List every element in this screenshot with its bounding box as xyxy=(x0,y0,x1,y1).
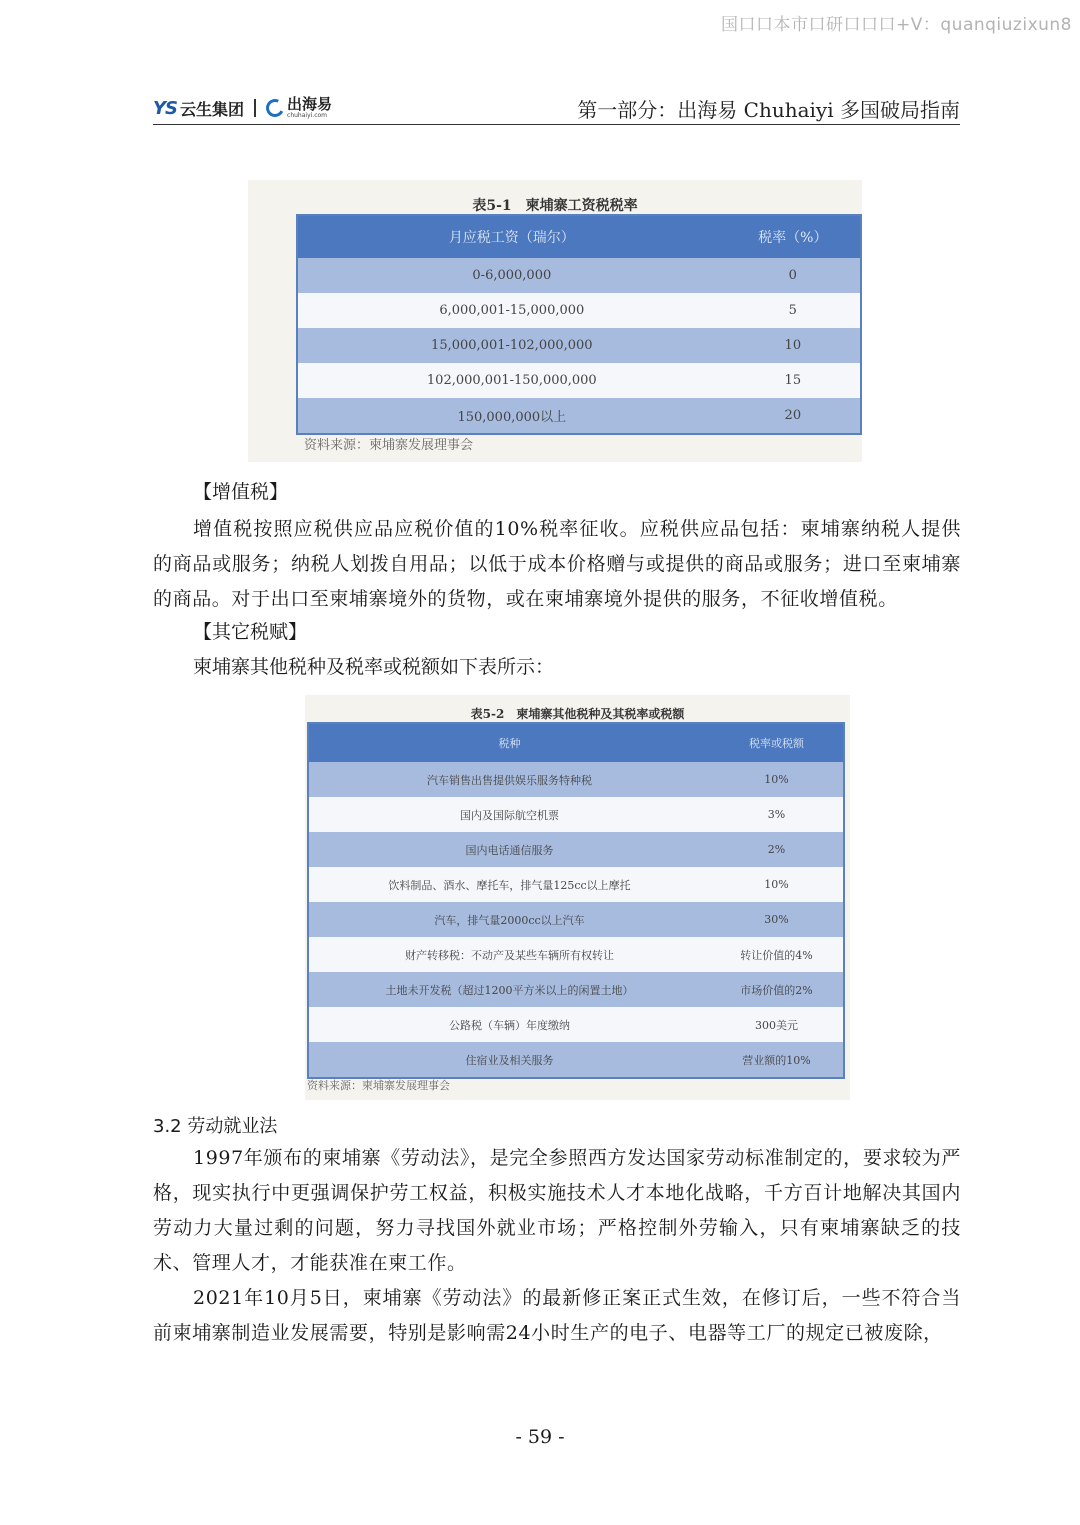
table-cell: 300美元 xyxy=(710,1007,844,1042)
table-cell: 10% xyxy=(710,762,844,797)
page-header xyxy=(153,92,960,125)
table-row xyxy=(297,398,861,434)
table-5-1-col-rate: 税率（%） xyxy=(726,215,861,258)
table-cell: 2% xyxy=(710,832,844,867)
table-cell: 营业额的10% xyxy=(710,1042,844,1078)
ys-logo-name: 云生集团 xyxy=(180,99,245,119)
table-row xyxy=(308,867,844,902)
table-5-1 xyxy=(248,180,862,462)
logo-divider xyxy=(254,99,256,117)
table-5-2-source: 资料来源：柬埔寨发展理事会 xyxy=(307,1079,450,1092)
table-cell: 转让价值的4% xyxy=(710,937,844,972)
table-cell: 102,000,001-150,000,000 xyxy=(297,363,726,398)
table-cell: 住宿业及相关服务 xyxy=(308,1042,710,1078)
table-cell: 饮料制品、酒水、摩托车，排气量125cc以上摩托 xyxy=(308,867,710,902)
table-row xyxy=(297,328,861,363)
table-cell: 10 xyxy=(726,328,861,363)
table-5-2-grid xyxy=(307,722,845,1079)
table-cell: 10% xyxy=(710,867,844,902)
table-row xyxy=(308,832,844,867)
table-cell: 土地未开发税（超过1200平方米以上的闲置土地） xyxy=(308,972,710,1007)
other-tax-intro: 柬埔寨其他税种及税率或税额如下表所示： xyxy=(193,656,555,678)
table-5-2-caption: 表5-2 柬埔寨其他税种及其税率或税额 xyxy=(470,707,685,721)
table-row xyxy=(308,902,844,937)
table-cell: 国内电话通信服务 xyxy=(308,832,710,867)
watermark: 国口口本市口研口口口+V：quanqiuzixun8 xyxy=(721,15,1072,35)
chuhaiyi-logo-icon xyxy=(263,96,286,119)
table-cell: 30% xyxy=(710,902,844,937)
table-row xyxy=(297,293,861,328)
table-row xyxy=(297,363,861,398)
table-cell: 汽车销售出售提供娱乐服务特种税 xyxy=(308,762,710,797)
header-title: 第一部分：出海易 Chuhaiyi 多国破局指南 xyxy=(577,98,960,122)
page-number: - 59 - xyxy=(515,1426,565,1448)
table-5-1-caption: 表5-1 柬埔寨工资税税率 xyxy=(472,198,638,214)
table-5-1-col-income: 月应税工资（瑞尔） xyxy=(297,215,726,258)
table-cell: 国内及国际航空机票 xyxy=(308,797,710,832)
table-5-2 xyxy=(305,695,850,1100)
table-cell: 20 xyxy=(726,398,861,434)
chuhaiyi-logo-url: chuhaiyi.com xyxy=(287,112,328,119)
table-row xyxy=(308,1007,844,1042)
table-row xyxy=(308,762,844,797)
labor-paragraph-2: 2021年10月5日，柬埔寨《劳动法》的最新修正案正式生效，在修订后，一些不符合当前柬埔寨制造业发展需要，特别是影响需24小时生产的电子、电器等工厂的规定已被废除， xyxy=(153,1287,961,1344)
table-cell: 6,000,001-15,000,000 xyxy=(297,293,726,328)
other-tax-heading: 【其它税赋】 xyxy=(193,621,308,643)
table-cell: 5 xyxy=(726,293,861,328)
logo xyxy=(153,96,332,120)
table-cell: 0-6,000,000 xyxy=(297,258,726,293)
chuhaiyi-logo-name: 出海易 xyxy=(287,95,333,113)
table-row xyxy=(308,937,844,972)
table-5-1-grid xyxy=(296,214,862,435)
table-cell: 0 xyxy=(726,258,861,293)
ys-logo-mark: YS xyxy=(153,97,177,119)
table-cell: 财产转移税：不动产及某些车辆所有权转让 xyxy=(308,937,710,972)
table-cell: 公路税（车辆）年度缴纳 xyxy=(308,1007,710,1042)
table-cell: 3% xyxy=(710,797,844,832)
table-5-2-col-rate: 税率或税额 xyxy=(710,723,844,762)
vat-heading: 【增值税】 xyxy=(193,481,289,503)
table-row xyxy=(308,797,844,832)
table-row xyxy=(297,258,861,293)
table-5-2-col-type: 税种 xyxy=(308,723,710,762)
labor-paragraph-1: 1997年颁布的柬埔寨《劳动法》，是完全参照西方发达国家劳动标准制定的，要求较为严格，现实执行中更强调保护劳工权益，积极实施技术人才本地化战略，千方百计地解决其国内劳动力大量过剩的问题，努力寻找国外就业市场；严格控制外劳输入，只有柬埔寨缺乏的技术、管理人才，才能获准在柬工作。 xyxy=(153,1147,961,1274)
table-5-1-source: 资料来源：柬埔寨发展理事会 xyxy=(304,438,474,453)
table-cell: 150,000,000以上 xyxy=(297,398,726,434)
table-row xyxy=(308,972,844,1007)
chuhaiyi-logo-text xyxy=(287,97,332,119)
vat-paragraph: 增值税按照应税供应品应税价值的10%税率征收。应税供应品包括：柬埔寨纳税人提供的商品或服务；纳税人划拨自用品；以低于成本价格赠与或提供的商品或服务；进口至柬埔寨的商品。对于出口至柬埔寨境外的货物，或在柬埔寨境外提供的服务，不征收增值税。 xyxy=(153,518,961,610)
table-row xyxy=(308,1042,844,1078)
section-heading: 3.2 劳动就业法 xyxy=(153,1116,278,1137)
table-cell: 汽车，排气量2000cc以上汽车 xyxy=(308,902,710,937)
table-cell: 市场价值的2% xyxy=(710,972,844,1007)
table-cell: 15,000,001-102,000,000 xyxy=(297,328,726,363)
table-cell: 15 xyxy=(726,363,861,398)
